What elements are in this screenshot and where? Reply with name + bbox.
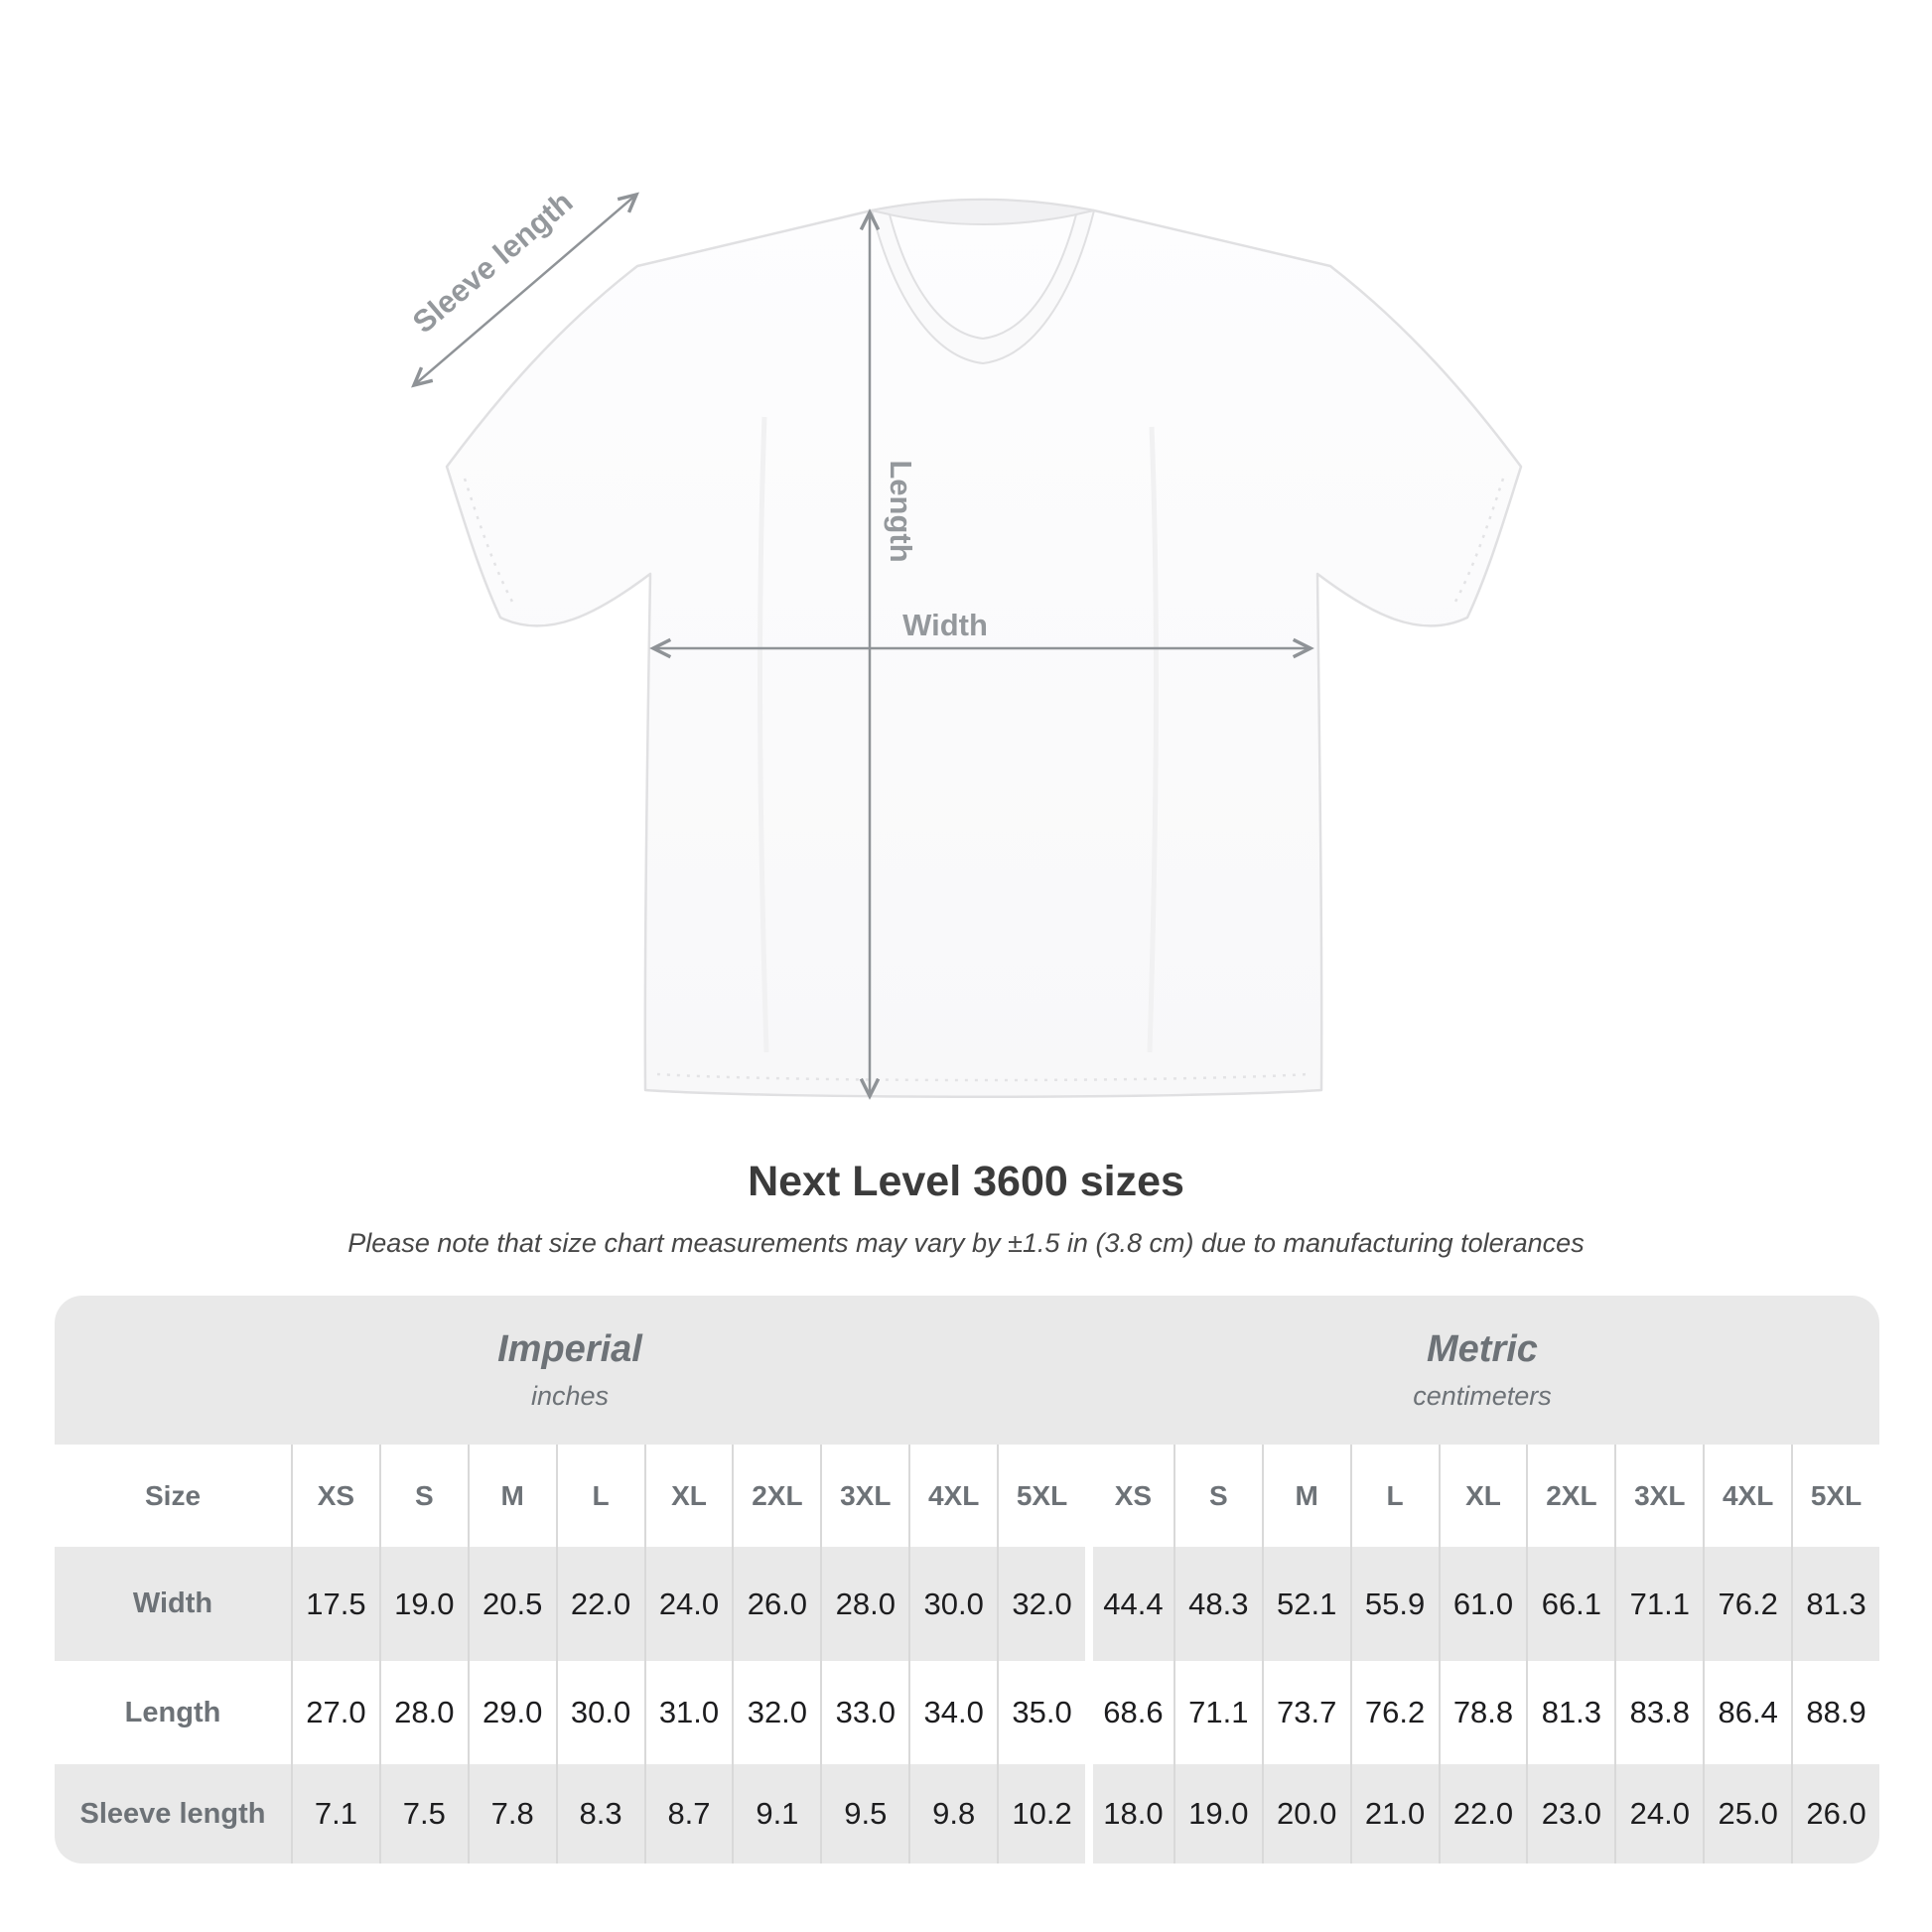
value-cell: 7.5 xyxy=(379,1764,468,1863)
value-cell: 71.1 xyxy=(1614,1547,1703,1661)
size-col-header: XS xyxy=(1085,1445,1173,1547)
value-cell: 78.8 xyxy=(1439,1661,1527,1764)
imperial-title: Imperial xyxy=(497,1328,642,1370)
value-cell: 21.0 xyxy=(1350,1764,1439,1863)
metric-title: Metric xyxy=(1427,1328,1538,1370)
value-cell: 19.0 xyxy=(1173,1764,1262,1863)
value-cell: 28.0 xyxy=(820,1547,908,1661)
size-col-header: S xyxy=(1173,1445,1262,1547)
value-cell: 17.5 xyxy=(291,1547,379,1661)
value-cell: 7.1 xyxy=(291,1764,379,1863)
size-col-header: 4XL xyxy=(908,1445,997,1547)
value-cell: 22.0 xyxy=(556,1547,644,1661)
page-title: Next Level 3600 sizes xyxy=(748,1158,1184,1205)
value-cell: 24.0 xyxy=(1614,1764,1703,1863)
value-cell: 48.3 xyxy=(1173,1547,1262,1661)
value-cell: 73.7 xyxy=(1262,1661,1350,1764)
size-col-header: 4XL xyxy=(1703,1445,1791,1547)
value-cell: 25.0 xyxy=(1703,1764,1791,1863)
value-cell: 30.0 xyxy=(556,1661,644,1764)
value-cell: 55.9 xyxy=(1350,1547,1439,1661)
size-col-header: 5XL xyxy=(1791,1445,1879,1547)
value-cell: 76.2 xyxy=(1703,1547,1791,1661)
row-label-sleeve-length: Sleeve length xyxy=(55,1764,291,1863)
size-col-header: 2XL xyxy=(732,1445,820,1547)
size-col-header: L xyxy=(556,1445,644,1547)
size-col-header: XL xyxy=(644,1445,733,1547)
size-col-header: 5XL xyxy=(997,1445,1085,1547)
value-cell: 9.1 xyxy=(732,1764,820,1863)
value-cell: 22.0 xyxy=(1439,1764,1527,1863)
value-cell: 52.1 xyxy=(1262,1547,1350,1661)
value-cell: 29.0 xyxy=(468,1661,556,1764)
value-cell: 86.4 xyxy=(1703,1661,1791,1764)
value-cell: 31.0 xyxy=(644,1661,733,1764)
value-cell: 35.0 xyxy=(997,1661,1085,1764)
size-corner-label: Size xyxy=(144,1479,202,1511)
value-cell: 34.0 xyxy=(908,1661,997,1764)
value-cell: 20.0 xyxy=(1262,1764,1350,1863)
size-table xyxy=(55,1296,1879,1863)
sleeve-length-label: Sleeve length xyxy=(405,184,580,341)
size-col-header: M xyxy=(1262,1445,1350,1547)
value-cell: 8.7 xyxy=(644,1764,733,1863)
value-cell: 10.2 xyxy=(997,1764,1085,1863)
value-cell: 20.5 xyxy=(468,1547,556,1661)
value-cell: 83.8 xyxy=(1614,1661,1703,1764)
value-cell: 27.0 xyxy=(291,1661,379,1764)
size-col-header: S xyxy=(379,1445,468,1547)
value-cell: 81.3 xyxy=(1791,1547,1879,1661)
value-cell: 24.0 xyxy=(644,1547,733,1661)
size-col-header: 3XL xyxy=(820,1445,908,1547)
value-cell: 32.0 xyxy=(997,1547,1085,1661)
value-cell: 44.4 xyxy=(1085,1547,1173,1661)
size-col-header: XS xyxy=(291,1445,379,1547)
value-cell: 30.0 xyxy=(908,1547,997,1661)
imperial-subtitle: inches xyxy=(530,1381,610,1411)
value-cell: 9.8 xyxy=(908,1764,997,1863)
row-label-length: Length xyxy=(124,1696,221,1728)
value-cell: 19.0 xyxy=(379,1547,468,1661)
value-cell: 33.0 xyxy=(820,1661,908,1764)
size-col-header: 2XL xyxy=(1526,1445,1614,1547)
imperial-group-header xyxy=(55,1296,1085,1445)
page-subtitle: Please note that size chart measurements may vary by ±1.5 in (3.8 cm) due to manufacturing tolerances xyxy=(347,1228,1585,1258)
row-label-width: Width xyxy=(55,1547,291,1661)
value-cell: 18.0 xyxy=(1085,1764,1173,1863)
size-col-header: 3XL xyxy=(1614,1445,1703,1547)
value-cell: 26.0 xyxy=(732,1547,820,1661)
value-cell: 32.0 xyxy=(732,1661,820,1764)
width-label: Width xyxy=(902,608,988,642)
value-cell: 88.9 xyxy=(1791,1661,1879,1764)
value-cell: 81.3 xyxy=(1526,1661,1614,1764)
value-cell: 76.2 xyxy=(1350,1661,1439,1764)
value-cell: 66.1 xyxy=(1526,1547,1614,1661)
value-cell: 61.0 xyxy=(1439,1547,1527,1661)
value-cell: 28.0 xyxy=(379,1661,468,1764)
value-cell: 68.6 xyxy=(1085,1661,1173,1764)
size-col-header: XL xyxy=(1439,1445,1527,1547)
metric-subtitle: centimeters xyxy=(1413,1381,1552,1411)
value-cell: 23.0 xyxy=(1526,1764,1614,1863)
value-cell: 26.0 xyxy=(1791,1764,1879,1863)
length-label: Length xyxy=(884,460,918,563)
size-col-header: L xyxy=(1350,1445,1439,1547)
value-cell: 7.8 xyxy=(468,1764,556,1863)
value-cell: 71.1 xyxy=(1173,1661,1262,1764)
metric-group-header xyxy=(1085,1296,1879,1445)
value-cell: 8.3 xyxy=(556,1764,644,1863)
value-cell: 9.5 xyxy=(820,1764,908,1863)
size-col-header: M xyxy=(468,1445,556,1547)
